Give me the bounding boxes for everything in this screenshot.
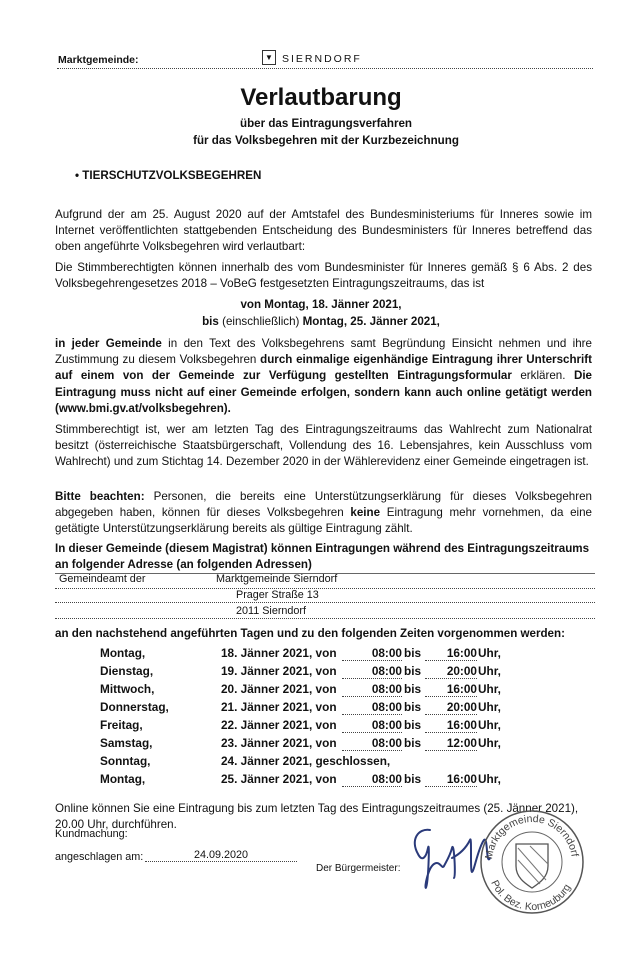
schedule-from: 08:00 — [342, 718, 402, 733]
posted-label: angeschlagen am: — [55, 851, 144, 863]
schedule-date: 25. Jänner 2021 — [221, 772, 309, 786]
seal-bottom-text: Pol. Bez. Korneuburg — [488, 878, 574, 914]
schedule-day: Sonntag, — [100, 754, 151, 768]
p5-s3: keine — [350, 506, 381, 520]
p5-s4: Eintragung mehr vornehmen, da eine getätigte Unterstützungserklärung bereits als gültige Eintragung zählt. — [55, 506, 592, 536]
schedule-row — [55, 664, 595, 682]
notice-paragraph — [55, 489, 592, 538]
municipality-value: SIERNDORF — [282, 53, 362, 65]
schedule-to: 16:00 — [425, 682, 477, 697]
schedule-von: , von — [309, 718, 337, 732]
p3-s4: erklären. — [511, 369, 574, 383]
schedule-row — [55, 700, 595, 718]
schedule-von: , von — [309, 700, 337, 714]
subtitle-2: für das Volksbegehren mit der Kurzbezeichnung — [193, 134, 459, 147]
petition-name: • TIERSCHUTZVOLKSBEGEHREN — [75, 169, 262, 182]
period-from: von Montag, 18. Jänner 2021, — [240, 298, 402, 311]
kundmachung-label: Kundmachung: — [55, 828, 128, 840]
schedule-day: Dienstag, — [100, 664, 154, 678]
address-city: 2011 Sierndorf — [236, 605, 307, 617]
schedule-bis: bis — [404, 772, 422, 786]
schedule-uhr: Uhr, — [478, 700, 501, 714]
schedule-bis: bis — [404, 736, 422, 750]
schedule-to: 16:00 — [425, 646, 477, 661]
schedule-to: 12:00 — [425, 736, 477, 751]
schedule-row — [55, 718, 595, 736]
schedule-intro: an den nachstehend angeführten Tagen und zu den folgenden Zeiten vorgenommen werden: — [55, 627, 565, 640]
schedule-day: Montag, — [100, 772, 146, 786]
address-label: Gemeindeamt der — [59, 573, 146, 585]
schedule-from: 08:00 — [342, 646, 402, 661]
schedule-row — [55, 772, 595, 790]
chevron-down-icon: ▼ — [265, 53, 273, 62]
schedule-from: 08:00 — [342, 700, 402, 715]
page-title: Verlautbarung — [240, 84, 402, 111]
schedule-uhr: Uhr, — [478, 772, 501, 786]
schedule-uhr: Uhr, — [478, 718, 501, 732]
schedule-date: 19. Jänner 2021 — [221, 664, 309, 678]
mayor-label: Der Bürgermeister: — [316, 863, 401, 874]
p3-s2: in den Text des Volksbegehrens samt Begründung Einsicht nehmen und ihre Zustimmung zu diesem Volksbegehren — [55, 337, 592, 367]
schedule-from: 08:00 — [342, 664, 402, 679]
p3-s5: Die Eintragung muss nicht auf einer Gemeinde erfolgen, sondern kann auch online getätigt werden (www.bmi.gv.at/volksbegehren). — [55, 369, 592, 415]
schedule-von: , von — [309, 736, 337, 750]
seal-top-text: Marktgemeinde Sierndorf — [482, 812, 581, 860]
schedule-uhr: Uhr, — [478, 646, 501, 660]
posted-date: 24.09.2020 — [145, 849, 297, 862]
period-to — [0, 315, 642, 328]
schedule-row — [55, 736, 595, 754]
schedule-uhr: Uhr, — [478, 736, 501, 750]
p3-s3: durch einmalige eigenhändige Eintragung ihrer Unterschrift auf einem von der Gemeinde zur Verfügung gestellten Eintragungsformular — [55, 353, 592, 383]
period-to-paren: (einschließlich) — [222, 315, 300, 328]
address-intro: In dieser Gemeinde (diesem Magistrat) können Eintragungen während des Eintragungszeitraums an folgender Adresse (an folgenden Adressen) — [55, 542, 590, 572]
schedule-from: 08:00 — [342, 682, 402, 697]
p3-s1: in jeder Gemeinde — [55, 337, 162, 350]
schedule-from: 08:00 — [342, 736, 402, 751]
p5-s1: Bitte beachten: — [55, 490, 145, 503]
period-to-date: Montag, 25. Jänner 2021, — [302, 315, 440, 328]
schedule-to: 20:00 — [425, 700, 477, 715]
schedule-date: 22. Jänner 2021 — [221, 718, 309, 732]
schedule-to: 16:00 — [425, 718, 477, 733]
schedule-date: 24. Jänner 2021, geschlossen, — [221, 754, 391, 768]
voting-rights-paragraph: Stimmberechtigt ist, wer am letzten Tag des Eintragungszeitraums das Wahlrecht zum Nationalrat besitzt (österreichische Staatsbürgerschaft, Vollendung des 16. Lebensjahres, kein Ausschluss vom Wahlrecht) und zum Stichtag 14. Dezember 2020 in der Wählerevidenz einer Gemeinde eingetragen ist. — [55, 423, 592, 469]
schedule-von: , von — [309, 646, 337, 660]
schedule-von: , von — [309, 664, 337, 678]
schedule-date: 23. Jänner 2021 — [221, 736, 309, 750]
schedule-day: Mittwoch, — [100, 682, 155, 696]
schedule-day: Donnerstag, — [100, 700, 169, 714]
schedule-von: , von — [309, 772, 337, 786]
schedule-date: 21. Jänner 2021 — [221, 700, 309, 714]
schedule-day: Montag, — [100, 646, 146, 660]
schedule-bis: bis — [404, 664, 422, 678]
subtitle-1: über das Eintragungsverfahren — [239, 117, 412, 130]
schedule-row — [55, 682, 595, 700]
municipality-dropdown[interactable] — [262, 50, 276, 65]
period-to-prefix: bis — [202, 315, 219, 328]
address-block — [55, 573, 595, 623]
procedure-paragraph — [55, 336, 592, 417]
address-street: Prager Straße 13 — [236, 589, 319, 601]
schedule-row — [55, 646, 595, 664]
municipality-label: Marktgemeinde: — [58, 54, 139, 66]
schedule-day: Freitag, — [100, 718, 143, 732]
schedule-to: 20:00 — [425, 664, 477, 679]
official-seal — [478, 808, 586, 916]
address-line-2 — [55, 588, 595, 603]
schedule-von: , von — [309, 682, 337, 696]
schedule-row — [55, 754, 595, 772]
schedule-uhr: Uhr, — [478, 682, 501, 696]
p5-s2: Personen, die bereits eine Unterstützungserklärung für dieses Volksbegehren abgegeben haben, können für dieses Volksbegehren — [55, 490, 593, 520]
eligibility-paragraph: Die Stimmberechtigten können innerhalb des vom Bundesminister für Inneres gemäß § 6 Abs. 2 des Volksbegehrengesetzes 2018 – VoBeG festgesetzten Eintragungszeitraums, das ist — [55, 261, 592, 291]
schedule-to: 16:00 — [425, 772, 477, 787]
schedule-bis: bis — [404, 646, 422, 660]
online-paragraph: Online können Sie eine Eintragung bis zum letzten Tag des Eintragungszeitraumes (25. Jänner 2021), 20.00 Uhr, durchführen. — [55, 802, 579, 832]
address-name: Marktgemeinde Sierndorf — [216, 573, 338, 585]
schedule-date: 18. Jänner 2021 — [221, 646, 309, 660]
schedule-from: 08:00 — [342, 772, 402, 787]
intro-paragraph: Aufgrund der am 25. August 2020 auf der Amtstafel des Bundesministeriums für Inneres sowie im Internet veröffentlichten stattgebenden Entscheidung des Bundesministers für Inneres betreffend das oben angeführte Volksbegehren wird verlautbart: — [55, 208, 592, 254]
schedule-bis: bis — [404, 700, 422, 714]
schedule-date: 20. Jänner 2021 — [221, 682, 309, 696]
schedule-bis: bis — [404, 682, 422, 696]
municipality-underline — [57, 68, 593, 69]
schedule-bis: bis — [404, 718, 422, 732]
address-line-3 — [55, 604, 595, 619]
schedule-uhr: Uhr, — [478, 664, 501, 678]
schedule-day: Samstag, — [100, 736, 153, 750]
